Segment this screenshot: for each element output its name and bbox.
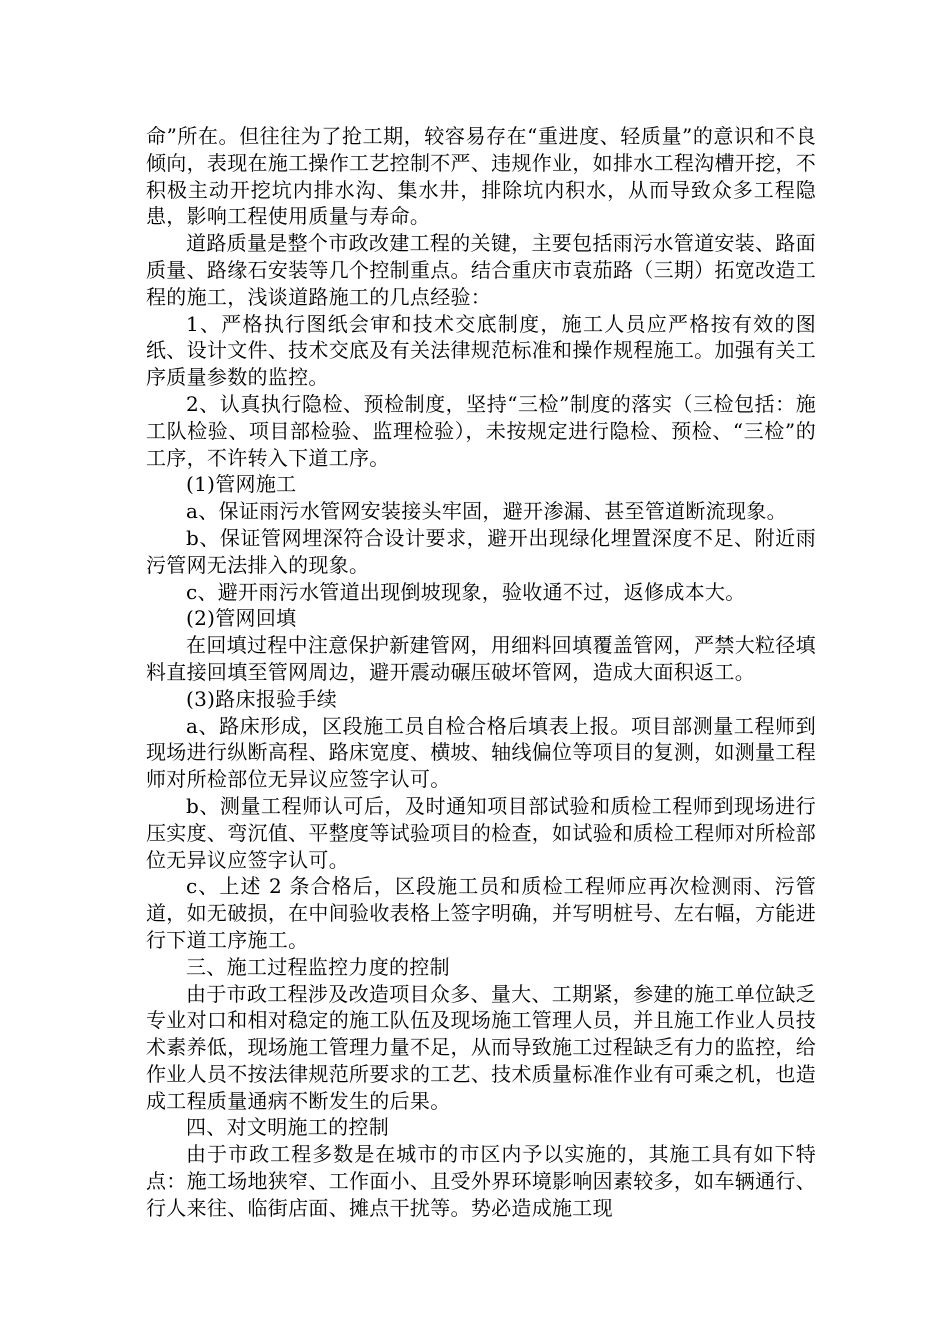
body-text bbox=[146, 123, 816, 1222]
paragraph: c、避开雨污水管道出现倒坡现象，验收通不过，返修成本大。 bbox=[186, 579, 746, 604]
paragraph: 道路质量是整个市政改建工程的关键，主要包括雨污水管道安装、路面质量、路缘石安装等几个控制重点。结合重庆市袁茄路（三期）拓宽改造工程的施工，浅谈道路施工的几点经验： bbox=[146, 231, 816, 309]
paragraph: 在回填过程中注意保护新建管网，用细料回填覆盖管网，严禁大粒径填料直接回填至管网周边，避开震动碾压破坏管网，造成大面积返工。 bbox=[146, 633, 816, 684]
paragraph: c、上述 2 条合格后，区段施工员和质检工程师应再次检测雨、污管道，如无破损，在中间验收表格上签字明确，并写明桩号、左右幅，方能进行下道工序施工。 bbox=[146, 874, 816, 952]
paragraph: a、路床形成，区段施工员自检合格后填表上报。项目部测量工程师到现场进行纵断高程、路床宽度、横坡、轴线偏位等项目的复测，如测量工程师对所检部位无异议应签字认可。 bbox=[146, 713, 816, 792]
paragraph: 2、认真执行隐检、预检制度，坚持“三检”制度的落实（三检包括：施工队检验、项目部检验、监理检验），未按规定进行隐检、预检、“三检”的工序，不许转入下道工序。 bbox=[146, 391, 816, 470]
paragraph: (2)管网回填 bbox=[186, 606, 297, 631]
paragraph: (1)管网施工 bbox=[186, 472, 297, 497]
paragraph: b、测量工程师认可后，及时通知项目部试验和质检工程师到现场进行压实度、弯沉值、平整度等试验项目的检查，如试验和质检工程师对所检部位无异议应签字认可。 bbox=[146, 793, 816, 872]
paragraph: 1、严格执行图纸会审和技术交底制度，施工人员应严格按有效的图纸、设计文件、技术交底及有关法律规范标准和操作规程施工。加强有关工序质量参数的监控。 bbox=[146, 311, 816, 390]
paragraph: (3)路床报验手续 bbox=[186, 686, 338, 711]
paragraph: 三、施工过程监控力度的控制 bbox=[186, 954, 450, 979]
paragraph: a、保证雨污水管网安装接头牢固，避开渗漏、甚至管道断流现象。 bbox=[186, 499, 787, 524]
paragraph: 由于市政工程涉及改造项目众多、量大、工期紧，参建的施工单位缺乏专业对口和相对稳定的施工队伍及现场施工管理人员，并且施工作业人员技术素养低，现场施工管理力量不足，从而导致施工过程缺乏有力的监控，给作业人员不按法律规范所要求的工艺、技术质量标准作业有可乘之机，也造成工程质量通病不断发生的后果。 bbox=[146, 981, 816, 1113]
paragraph: 四、对文明施工的控制 bbox=[186, 1115, 389, 1140]
paragraph: 由于市政工程多数是在城市的市区内予以实施的，其施工具有如下特点：施工场地狭窄、工作面小、且受外界环境影响因素较多，如车辆通行、行人来往、临街店面、摊点干扰等。势必造成施工现 bbox=[146, 1142, 816, 1220]
paragraph: 命”所在。但往往为了抢工期，较容易存在“重进度、轻质量”的意识和不良倾向，表现在施工操作工艺控制不严、违规作业，如排水工程沟槽开挖，不积极主动开挖坑内排水沟、集水井，排除坑内积水，从而导致众多工程隐患，影响工程使用质量与寿命。 bbox=[146, 124, 816, 229]
paragraph: b、保证管网埋深符合设计要求，避开出现绿化埋置深度不足、附近雨污管网无法排入的现象。 bbox=[146, 525, 816, 577]
